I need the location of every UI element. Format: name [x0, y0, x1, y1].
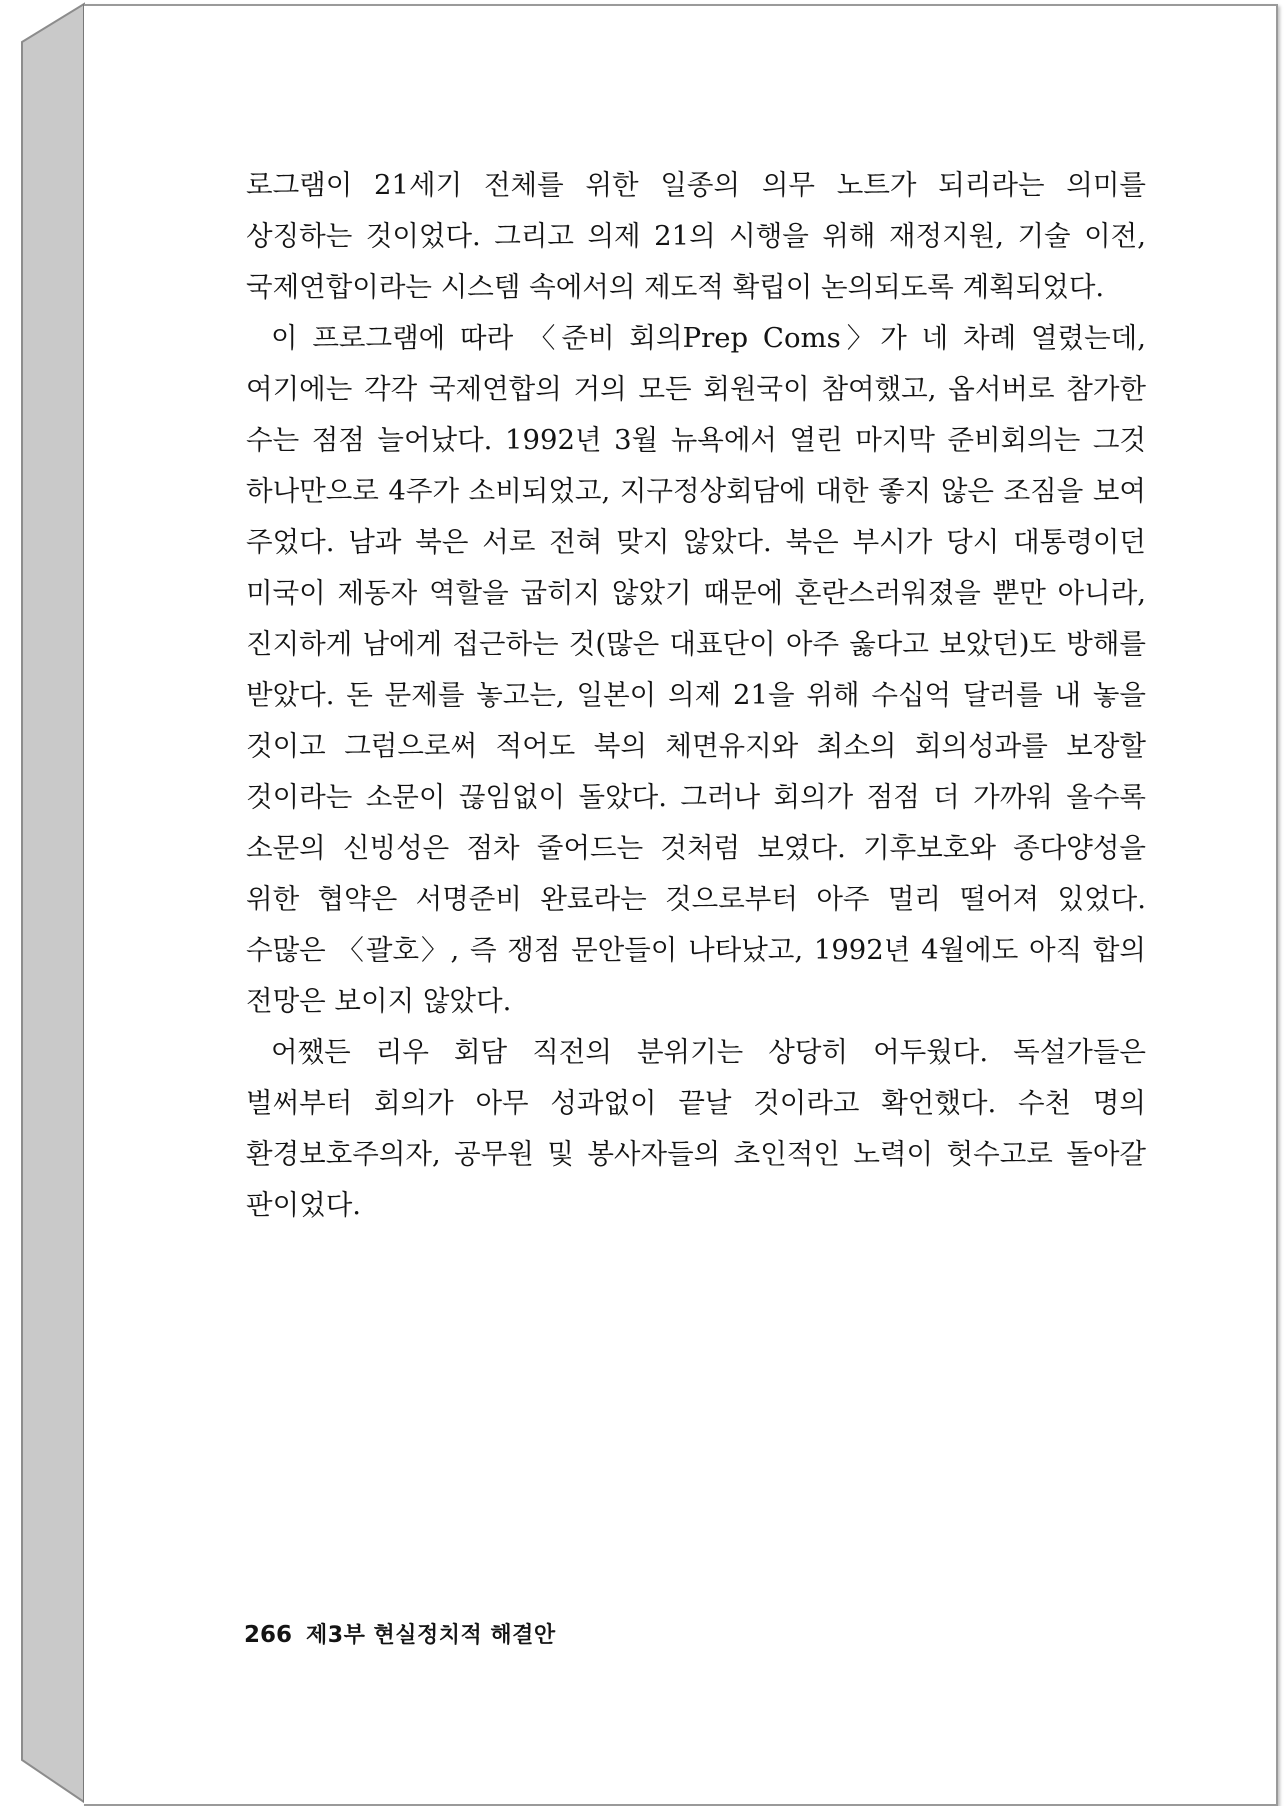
paragraph-1: 로그램이 21세기 전체를 위한 일종의 의무 노트가 되리라는 의미를 상징하는 것이었다. 그리고 의제 21의 시행을 위해 재정지원, 기술 이전, 국제연합이라는 시스템 속에서의 제도적 확립이 논의되도록 계획되었다. — [246, 169, 1146, 303]
page-footer — [244, 1618, 556, 1649]
body-text — [246, 160, 1146, 1231]
section-title: 제3부 현실정치적 해결안 — [306, 1623, 556, 1648]
paragraph-3: 어쨌든 리우 회담 직전의 분위기는 상당히 어두웠다. 독설가들은 벌써부터 회의가 아무 성과없이 끝날 것이라고 확언했다. 수천 명의 환경보호주의자, 공무원 및 봉사자들의 초인적인 노력이 헛수고로 돌아갈 판이었다. — [246, 1036, 1146, 1221]
paragraph-2: 이 프로그램에 따라 〈준비 회의Prep Coms〉가 네 차례 열렸는데, 여기에는 각각 국제연합의 거의 모든 회원국이 참여했고, 옵서버로 참가한 수는 점점 늘어났다. 1992년 3월 뉴욕에서 열린 마지막 준비회의는 그것 하나만으로 4주가 소비되었고, 지구정상회담에 대한 좋지 않은 조짐을 보여 주었다. 남과 북은 서로 전혀 맞지 않았다. 북은 부시가 당시 대통령이던 미국이 제동자 역할을 굽히지 않았기 때문에 혼란스러워졌을 뿐만 아니라, 진지하게 남에게 접근하는 것(많은 대표단이 아주 옳다고 보았던)도 방해를 받았다. 돈 문제를 놓고는, 일본이 의제 21을 위해 수십억 달러를 내 놓을 것이고 그럼으로써 적어도 북의 체면유지와 최소의 회의성과를 보장할 것이라는 소문이 끊임없이 돌았다. 그러나 회의가 점점 더 가까워 올수록 소문의 신빙성은 점차 줄어드는 것처럼 보였다. 기후보호와 종다양성을 위한 협약은 서명준비 완료라는 것으로부터 아주 멀리 떨어져 있었다. 수많은 〈괄호〉, 즉 쟁점 문안들이 나타났고, 1992년 4월에도 아직 합의 전망은 보이지 않았다. — [246, 322, 1146, 1017]
page-number: 266 — [244, 1622, 293, 1648]
